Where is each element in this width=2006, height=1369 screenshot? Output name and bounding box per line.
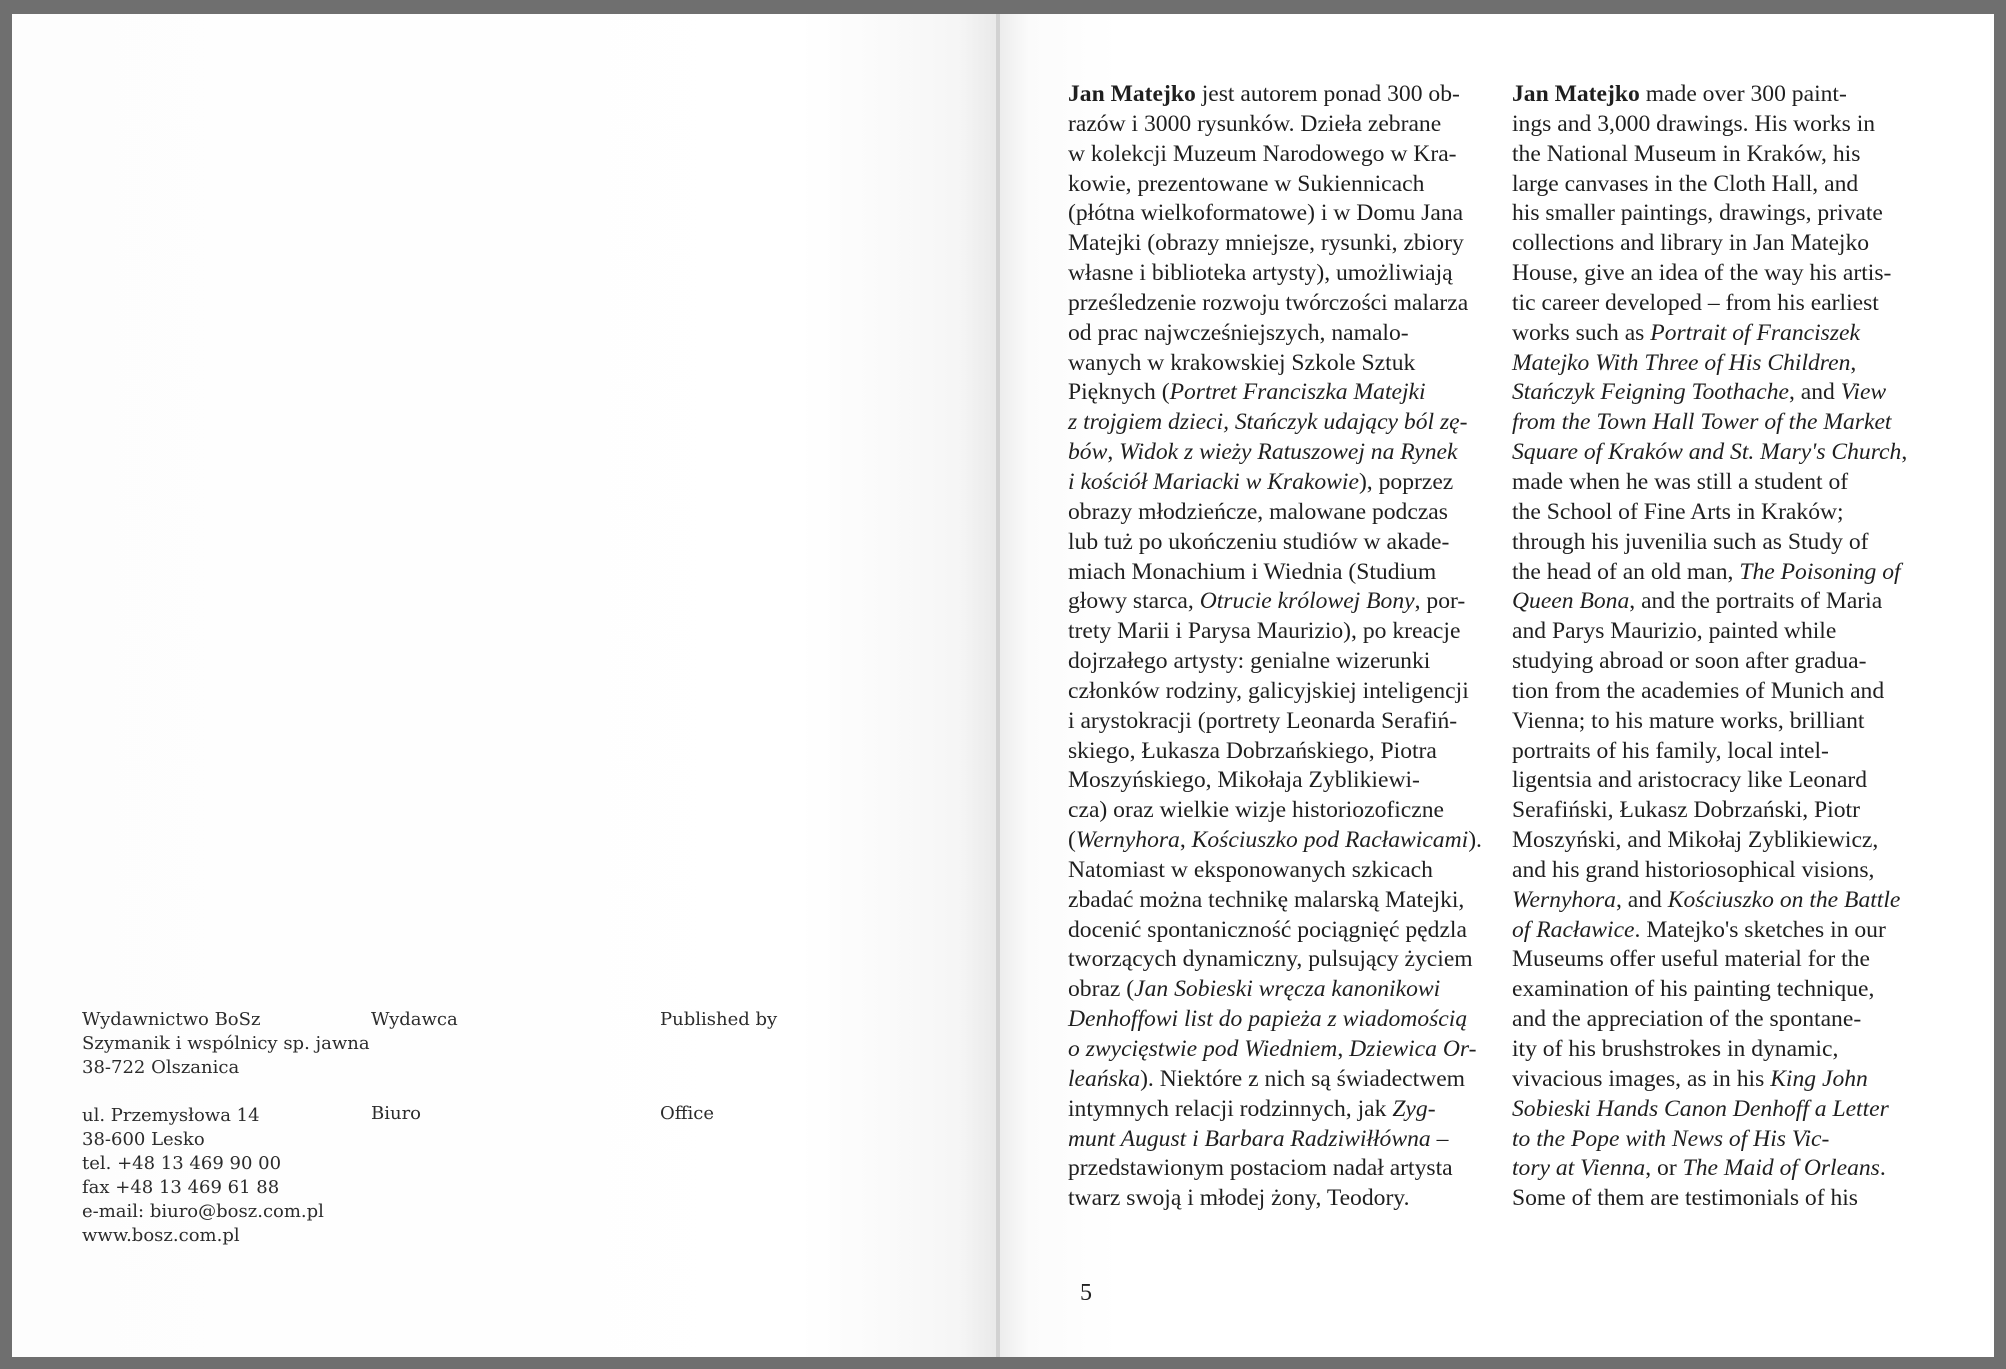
text-run: Museums offer useful material for the (1512, 946, 1870, 973)
text-run: , and the portraits of Maria (1629, 588, 1883, 615)
text-run: kowie, prezentowane w Sukiennicach (1068, 170, 1425, 197)
text-line (1068, 916, 1482, 946)
text-run: portraits of his family, local intel- (1512, 737, 1829, 764)
text-run: miach Monachium i Wiednia (Studium (1068, 558, 1437, 585)
artwork-title: Zyg- (1392, 1095, 1436, 1122)
text-line (1512, 1184, 1907, 1214)
text-line (1512, 1095, 1907, 1125)
text-run: ). (1468, 827, 1482, 854)
text-run: and the appreciation of the spontane- (1512, 1006, 1862, 1033)
artist-name: Jan Matejko (1512, 81, 1640, 107)
text-run: od prac najwcześniejszych, namalo- (1068, 319, 1409, 346)
text-line (1512, 110, 1907, 140)
text-line (1068, 647, 1482, 677)
text-line (1068, 408, 1482, 438)
text-line (1068, 1035, 1482, 1065)
text-line (1068, 80, 1482, 110)
imprint-labels-en (660, 1008, 777, 1032)
text-run: . (1879, 1155, 1886, 1182)
text-line (1512, 378, 1907, 408)
text-run: Some of them are testimonials of his (1512, 1185, 1858, 1212)
text-run: , (1107, 439, 1120, 466)
artwork-title: View (1840, 379, 1887, 406)
text-line (1512, 558, 1907, 588)
text-run: (płótna wielkoformatowe) i w Domu Jana (1068, 200, 1464, 227)
text-line (1512, 737, 1907, 767)
text-line (1512, 289, 1907, 319)
text-line (1068, 1065, 1482, 1095)
text-run: the head of an old man, (1512, 558, 1740, 585)
office-street: ul. Przemysłowa 14 (82, 1105, 260, 1126)
english-text-column (1512, 80, 1907, 1214)
text-run: jest autorem ponad 300 ob- (1195, 81, 1460, 107)
text-line (1512, 1154, 1907, 1184)
text-run: , por- (1414, 588, 1466, 615)
text-line (1512, 1035, 1907, 1065)
text-line (1068, 140, 1482, 170)
text-run: and Parys Maurizio, painted while (1512, 618, 1837, 645)
artwork-title: z trojgiem dzieci, Stańczyk udający ból zę- (1068, 409, 1468, 436)
text-line (1512, 498, 1907, 528)
text-run: , (1901, 439, 1908, 466)
text-run: large canvases in the Cloth Hall, and (1512, 170, 1859, 197)
text-line (1512, 229, 1907, 259)
text-run: trety Marii i Parysa Maurizio), po kreacje (1068, 618, 1461, 645)
text-line (1512, 677, 1907, 707)
imprint-labels-pl (371, 1008, 458, 1032)
text-line (1512, 319, 1907, 349)
text-run: Moszyńskiego, Mikołaja Zyblikiewi- (1068, 767, 1420, 794)
text-line (1068, 1154, 1482, 1184)
text-line (1068, 737, 1482, 767)
artwork-title: Otrucie królowej Bony (1199, 588, 1415, 615)
text-line (1512, 856, 1907, 886)
artwork-title: Portret Franciszka Matejki (1169, 379, 1426, 406)
text-run: Moszyński, and Mikołaj Zyblikiewicz, (1512, 827, 1879, 854)
label-publisher-en: Published by (660, 1009, 778, 1030)
text-line (1068, 468, 1482, 498)
text-run: , (1179, 827, 1192, 854)
text-line (1512, 1125, 1907, 1155)
book-gutter (996, 14, 1000, 1357)
artwork-title: Square of Kraków and St. Mary's Church (1512, 439, 1902, 466)
text-run: made when he was still a student of (1512, 468, 1849, 495)
text-line (1512, 1065, 1907, 1095)
text-run: ), poprzez (1358, 468, 1454, 495)
text-line (1068, 319, 1482, 349)
artwork-title: Queen Bona (1512, 588, 1630, 615)
text-line (1068, 1184, 1482, 1214)
text-line (1068, 796, 1482, 826)
text-line (1068, 1095, 1482, 1125)
label-office-en: Office (660, 1103, 715, 1124)
imprint-office-label-pl (371, 1102, 421, 1126)
text-run: collections and library in Jan Matejko (1512, 230, 1870, 257)
publisher-postcode: 38-722 Olszanica (82, 1057, 240, 1078)
text-line (1512, 975, 1907, 1005)
artwork-title: to the Pope with News of His Vic- (1512, 1125, 1830, 1152)
artwork-title: Denhoffowi list do papieża z wiadomością (1068, 1006, 1468, 1033)
text-line (1512, 916, 1907, 946)
text-line (1068, 289, 1482, 319)
text-line (1512, 468, 1907, 498)
text-run: his smaller paintings, drawings, private (1512, 200, 1883, 227)
text-line (1512, 826, 1907, 856)
text-run: prześledzenie rozwoju twórczości malarza (1068, 289, 1469, 316)
text-line (1512, 647, 1907, 677)
text-run: , and (1615, 886, 1668, 913)
text-run: Serafiński, Łukasz Dobrzański, Piotr (1512, 797, 1860, 824)
text-line (1068, 766, 1482, 796)
text-line (1512, 199, 1907, 229)
text-line (1068, 498, 1482, 528)
artwork-title: Wernyhora (1075, 827, 1180, 854)
text-line (1068, 1125, 1482, 1155)
text-run: i arystokracji (portrety Leonarda Serafiń- (1068, 707, 1458, 734)
artwork-title: King John (1770, 1065, 1868, 1092)
text-run: vivacious images, as in his (1512, 1065, 1771, 1092)
text-run: , (1337, 1036, 1350, 1062)
spacer (82, 1080, 370, 1104)
artwork-title: from the Town Hall Tower of the Market (1512, 409, 1892, 436)
artwork-title: i kościół Mariacki w Krakowie (1068, 468, 1359, 495)
text-line (1512, 349, 1907, 379)
text-run: studying abroad or soon after gradua- (1512, 648, 1867, 675)
text-line (1068, 110, 1482, 140)
text-run: docenić spontaniczność pociągnięć pędzla (1068, 916, 1467, 943)
artwork-title: Dziewica Or- (1349, 1036, 1477, 1062)
text-run: intymnych relacji rodzinnych, jak (1068, 1095, 1393, 1122)
office-website: www.bosz.com.pl (82, 1225, 240, 1246)
artwork-title: Jan Sobieski wręcza kanonikowi (1134, 976, 1441, 1003)
text-line (1512, 766, 1907, 796)
text-run: – (1430, 1125, 1449, 1152)
text-run: ity of his brushstrokes in dynamic, (1512, 1036, 1839, 1062)
label-publisher-pl: Wydawca (371, 1009, 458, 1030)
text-line (1068, 199, 1482, 229)
artwork-title: Kościuszko on the Battle (1667, 886, 1901, 913)
text-line (1068, 1005, 1482, 1035)
text-run: przedstawionym postaciom nadał artysta (1068, 1155, 1453, 1182)
text-line (1512, 80, 1907, 110)
polish-text-column (1068, 80, 1482, 1214)
text-line (1512, 438, 1907, 468)
text-run: Vienna; to his mature works, brilliant (1512, 707, 1865, 734)
text-run: , (1850, 349, 1857, 376)
artwork-title: Stańczyk Feigning Toothache (1512, 379, 1789, 406)
page-number: 5 (1080, 1280, 1092, 1306)
artwork-title: bów (1068, 439, 1108, 466)
text-line (1068, 617, 1482, 647)
text-line (1512, 587, 1907, 617)
text-line (1512, 408, 1907, 438)
text-run: tworzących dynamiczny, pulsujący życiem (1068, 946, 1473, 973)
text-line (1068, 945, 1482, 975)
text-run: examination of his painting technique, (1512, 976, 1875, 1003)
text-run: tion from the academies of Munich and (1512, 677, 1885, 704)
text-run: Natomiast w eksponowanych szkicach (1068, 856, 1433, 883)
text-line (1512, 140, 1907, 170)
text-line (1068, 886, 1482, 916)
text-run: . Matejko's sketches in our (1634, 916, 1886, 943)
publisher-company: Szymanik i wspólnicy sp. jawna (82, 1033, 370, 1054)
office-email: e-mail: biuro@bosz.com.pl (82, 1201, 324, 1222)
text-run: w kolekcji Muzeum Narodowego w Kra- (1068, 140, 1457, 167)
text-run: głowy starca, (1068, 588, 1200, 615)
text-line (1512, 796, 1907, 826)
text-run: Pięknych ( (1068, 379, 1170, 406)
text-run: zbadać można technikę malarską Matejki, (1068, 886, 1465, 913)
label-office-pl: Biuro (371, 1103, 422, 1124)
text-line (1512, 1005, 1907, 1035)
text-line (1068, 528, 1482, 558)
office-phone: tel. +48 13 469 90 00 (82, 1153, 282, 1174)
text-line (1068, 558, 1482, 588)
text-line (1068, 438, 1482, 468)
text-run: lub tuż po ukończeniu studiów w akade- (1068, 528, 1450, 555)
artwork-title: Sobieski Hands Canon Denhoff a Letter (1512, 1095, 1889, 1122)
text-run: and his grand historiosophical visions, (1512, 856, 1875, 883)
imprint-addresses (82, 1008, 370, 1248)
text-run: dojrzałego artysty: genialne wizerunki (1068, 648, 1431, 675)
office-city: 38-600 Lesko (82, 1129, 205, 1150)
artwork-title: leańska (1068, 1065, 1141, 1092)
text-run: razów i 3000 rysunków. Dzieła zebrane (1068, 110, 1442, 137)
text-line (1068, 587, 1482, 617)
text-run: the National Museum in Kraków, his (1512, 140, 1861, 167)
text-run: cza) oraz wielkie wizje historiozoficzne (1068, 797, 1444, 824)
artwork-title: Portrait of Franciszek (1650, 319, 1860, 346)
text-run: ings and 3,000 drawings. His works in (1512, 110, 1876, 137)
text-run: ). Niektóre z nich są świadectwem (1140, 1065, 1466, 1092)
text-line (1512, 259, 1907, 289)
text-line (1512, 707, 1907, 737)
text-run: własne i biblioteka artysty), umożliwiają (1068, 260, 1453, 287)
text-run: through his juvenilia such as Study of (1512, 528, 1869, 555)
text-run: ligentsia and aristocracy like Leonard (1512, 767, 1868, 794)
office-fax: fax +48 13 469 61 88 (82, 1177, 280, 1198)
text-line (1068, 826, 1482, 856)
text-run: ( (1068, 827, 1076, 854)
text-run: , and (1788, 379, 1841, 406)
text-run: made over 300 paint- (1639, 81, 1847, 107)
text-line (1068, 259, 1482, 289)
text-line (1068, 975, 1482, 1005)
text-run: House, give an idea of the way his artis- (1512, 260, 1892, 287)
text-run: the School of Fine Arts in Kraków; (1512, 498, 1844, 525)
text-line (1512, 170, 1907, 200)
artwork-title: Wernyhora (1512, 886, 1616, 913)
artwork-title: The Maid of Orleans (1682, 1155, 1880, 1182)
text-run: obraz ( (1068, 976, 1135, 1003)
text-line (1512, 945, 1907, 975)
text-line (1512, 886, 1907, 916)
text-line (1068, 378, 1482, 408)
text-line (1068, 856, 1482, 886)
text-line (1068, 229, 1482, 259)
artwork-title: o zwycięstwie pod Wiedniem (1068, 1036, 1338, 1062)
text-line (1068, 170, 1482, 200)
text-run: twarz swoją i młodej żony, Teodory. (1068, 1185, 1410, 1212)
artwork-title: The Poisoning of (1739, 558, 1901, 585)
text-run: Matejki (obrazy mniejsze, rysunki, zbiory (1068, 230, 1464, 257)
text-line (1068, 349, 1482, 379)
artwork-title: Kościuszko pod Racławicami (1191, 827, 1469, 854)
text-run: członków rodziny, galicyjskiej inteligencji (1068, 677, 1469, 704)
text-run: , or (1645, 1155, 1683, 1182)
artwork-title: of Racławice (1512, 916, 1635, 943)
publisher-name: Wydawnictwo BoSz (82, 1009, 261, 1030)
artwork-title: Widok z wieży Ratuszowej na Rynek (1119, 439, 1458, 466)
artwork-title: Matejko With Three of His Children (1512, 349, 1851, 376)
imprint-office-label-en (660, 1102, 714, 1126)
text-line (1512, 528, 1907, 558)
artwork-title: munt August i Barbara Radziwiłłówna (1068, 1125, 1431, 1152)
text-run: works such as (1512, 319, 1651, 346)
text-line (1512, 617, 1907, 647)
text-line (1068, 677, 1482, 707)
text-run: wanych w krakowskiej Szkole Sztuk (1068, 349, 1416, 376)
artist-name: Jan Matejko (1068, 81, 1196, 107)
text-run: obrazy młodzieńcze, malowane podczas (1068, 498, 1448, 525)
text-run: tic career developed – from his earliest (1512, 289, 1879, 316)
artwork-title: tory at Vienna (1512, 1155, 1646, 1182)
text-line (1068, 707, 1482, 737)
text-run: skiego, Łukasza Dobrzańskiego, Piotra (1068, 737, 1437, 764)
